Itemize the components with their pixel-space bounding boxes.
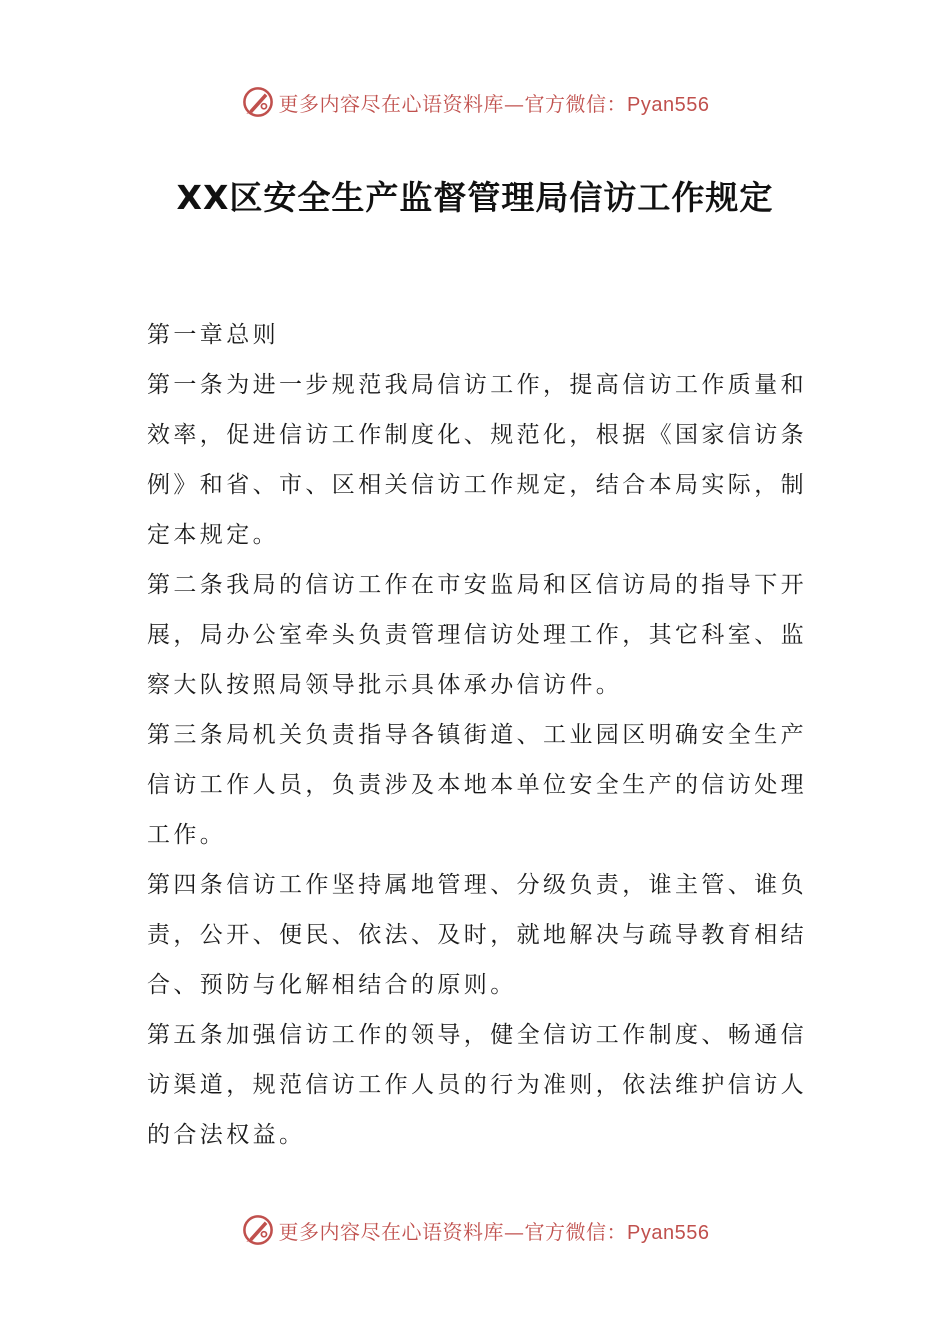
header-banner [0,82,950,122]
document-body [147,310,807,1160]
chapter-heading: 第一章总则 [147,322,279,348]
article-3: 第三条局机关负责指导各镇街道、工业园区明确安全生产信访工作人员，负责涉及本地本单位安全生产的信访处理工作。 [147,722,807,848]
footer-wechat-id: Pyan556 [627,1221,710,1244]
quill-pen-logo-icon [241,1213,275,1247]
footer-banner-text [279,1216,710,1245]
footer-banner-label: 更多内容尽在心语资料库—官方微信： [278,1219,628,1244]
article-4: 第四条信访工作坚持属地管理、分级负责，谁主管、谁负责，公开、便民、依法、及时，就地解决与疏导教育相结合、预防与化解相结合的原则。 [147,872,807,998]
quill-pen-logo-icon [241,85,275,119]
header-banner-label: 更多内容尽在心语资料库—官方微信： [278,91,628,116]
header-wechat-id: Pyan556 [627,93,710,116]
article-1: 第一条为进一步规范我局信访工作，提高信访工作质量和效率，促进信访工作制度化、规范化，根据《国家信访条例》和省、市、区相关信访工作规定，结合本局实际，制定本规定。 [147,372,807,548]
footer-banner [0,1210,950,1250]
article-2: 第二条我局的信访工作在市安监局和区信访局的指导下开展，局办公室牵头负责管理信访处理工作，其它科室、监察大队按照局领导批示具体承办信访件。 [147,572,807,698]
header-banner-text [279,88,710,117]
document-title: XX区安全生产监督管理局信访工作规定 [176,178,774,217]
article-5: 第五条加强信访工作的领导，健全信访工作制度、畅通信访渠道，规范信访工作人员的行为准则，依法维护信访人的合法权益。 [147,1022,807,1148]
